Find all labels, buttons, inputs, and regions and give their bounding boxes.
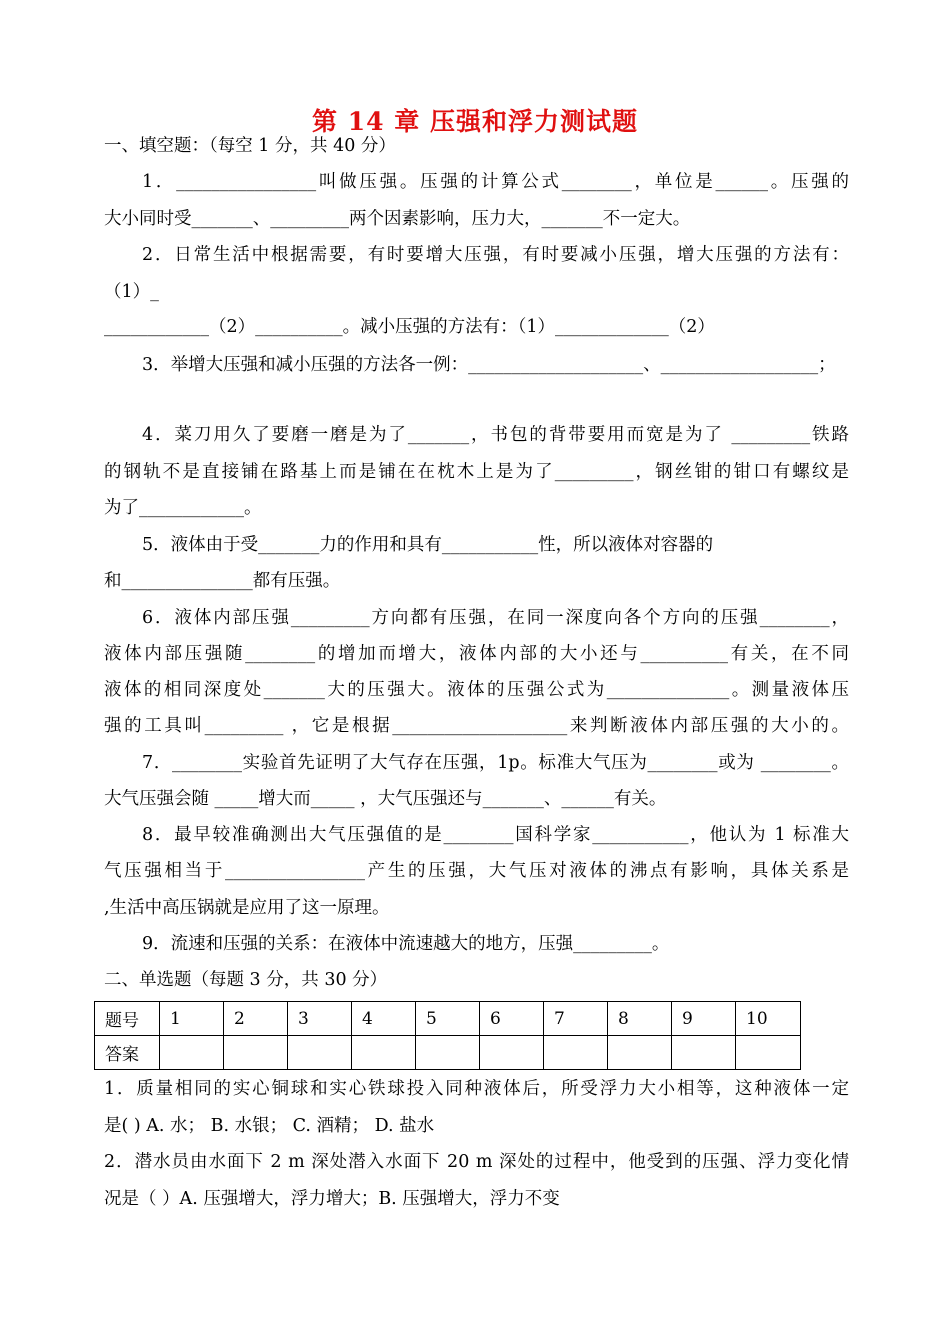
page-title: 第 14 章 压强和浮力测试题 xyxy=(312,107,638,136)
question-line: ,生活中高压锅就是应用了这一原理。 xyxy=(104,898,390,918)
question-line: 1．质量相同的实心铜球和实心铁球投入同种液体后，所受浮力大小相等，这种液体一定 xyxy=(104,1079,849,1099)
question-number-cell: 4 xyxy=(352,1002,416,1036)
answer-cell[interactable] xyxy=(672,1036,736,1070)
question-number-cell: 5 xyxy=(416,1002,480,1036)
question-line: （1）_ xyxy=(104,282,159,302)
question-line: 2．潜水员由水面下 2 m 深处潜入水面下 20 m 深处的过程中，他受到的压强、浮力变化情 xyxy=(104,1152,849,1172)
answer-cell[interactable] xyxy=(160,1036,224,1070)
section-heading-single-choice: 二、单选题（每题 3 分，共 30 分） xyxy=(104,970,388,990)
answer-table-header-cell: 题号 xyxy=(95,1002,160,1036)
question-line: 和_______________都有压强。 xyxy=(104,571,341,591)
section-heading-fill-in: 一、填空题：（每空 1 分，共 40 分） xyxy=(104,136,396,156)
question-line: 大小同时受_______、_________两个因素影响，压力大，_______不一定大。 xyxy=(104,209,691,229)
answer-cell[interactable] xyxy=(352,1036,416,1070)
answer-table xyxy=(94,1001,801,1070)
answer-cell[interactable] xyxy=(288,1036,352,1070)
question-line: 的钢轨不是直接铺在路基上而是铺在在枕木上是为了_________，钢丝钳的钳口有螺纹是 xyxy=(104,462,849,482)
question-number-cell: 2 xyxy=(224,1002,288,1036)
answer-cell[interactable] xyxy=(416,1036,480,1070)
answer-table-answer-row xyxy=(95,1036,801,1070)
question-line: 8．最早较准确测出大气压强值的是________国科学家___________，他认为 1 标准大 xyxy=(142,825,849,845)
question-line: ____________（2）__________。减小压强的方法有：（1）_____________（2） xyxy=(104,317,715,337)
question-line: 气压强相当于________________产生的压强，大气压对液体的沸点有影响，具体关系是 xyxy=(104,861,849,881)
question-number-cell: 10 xyxy=(736,1002,801,1036)
answer-cell[interactable] xyxy=(480,1036,544,1070)
question-number-cell: 3 xyxy=(288,1002,352,1036)
question-line: 4．菜刀用久了要磨一磨是为了_______，书包的背带要用而宽是为了 _________铁路 xyxy=(142,425,849,445)
question-number-cell: 1 xyxy=(160,1002,224,1036)
question-line: 6．液体内部压强_________方向都有压强，在同一深度向各个方向的压强________， xyxy=(142,608,849,628)
question-number-cell: 7 xyxy=(544,1002,608,1036)
question-line: 液体内部压强随________的增加而增大，液体内部的大小还与__________有关，在不同 xyxy=(104,644,849,664)
question-number-cell: 9 xyxy=(672,1002,736,1036)
question-line: 3．举增大压强和减小压强的方法各一例：____________________、__________________； xyxy=(142,355,836,375)
question-line: 况是（ ）A. 压强增大，浮力增大；B. 压强增大，浮力不变 xyxy=(104,1189,560,1209)
question-line: 为了____________。 xyxy=(104,498,262,518)
answer-cell[interactable] xyxy=(736,1036,801,1070)
question-number-cell: 8 xyxy=(608,1002,672,1036)
answer-table-number-row xyxy=(95,1002,801,1036)
answer-cell[interactable] xyxy=(544,1036,608,1070)
question-line: 是( ) A. 水； B. 水银； C. 酒精； D. 盐水 xyxy=(104,1116,435,1136)
question-line: 9．流速和压强的关系：在液体中流速越大的地方，压强_________。 xyxy=(142,934,670,954)
question-line: 2．日常生活中根据需要，有时要增大压强，有时要减小压强，增大压强的方法有： xyxy=(142,245,849,265)
answer-cell[interactable] xyxy=(224,1036,288,1070)
question-line: 7．________实验首先证明了大气存在压强，1p。标准大气压为________或为 ________。 xyxy=(142,753,849,773)
answer-table-header-cell: 答案 xyxy=(95,1036,160,1070)
question-line: 液体的相同深度处_______大的压强大。液体的压强公式为______________。测量液体压 xyxy=(104,680,849,700)
question-line: 1．________________叫做压强。压强的计算公式________，单位是______。压强的 xyxy=(142,172,849,192)
question-line: 大气压强会随 _____增大而_____ ，大气压强还与_______、______有关。 xyxy=(104,789,667,809)
question-line: 5．液体由于受_______力的作用和具有___________性，所以液体对容器的 xyxy=(142,535,714,555)
question-number-cell: 6 xyxy=(480,1002,544,1036)
question-line: 强的工具叫_________ ，它是根据____________________来判断液体内部压强的大小的。 xyxy=(104,716,849,736)
answer-cell[interactable] xyxy=(608,1036,672,1070)
